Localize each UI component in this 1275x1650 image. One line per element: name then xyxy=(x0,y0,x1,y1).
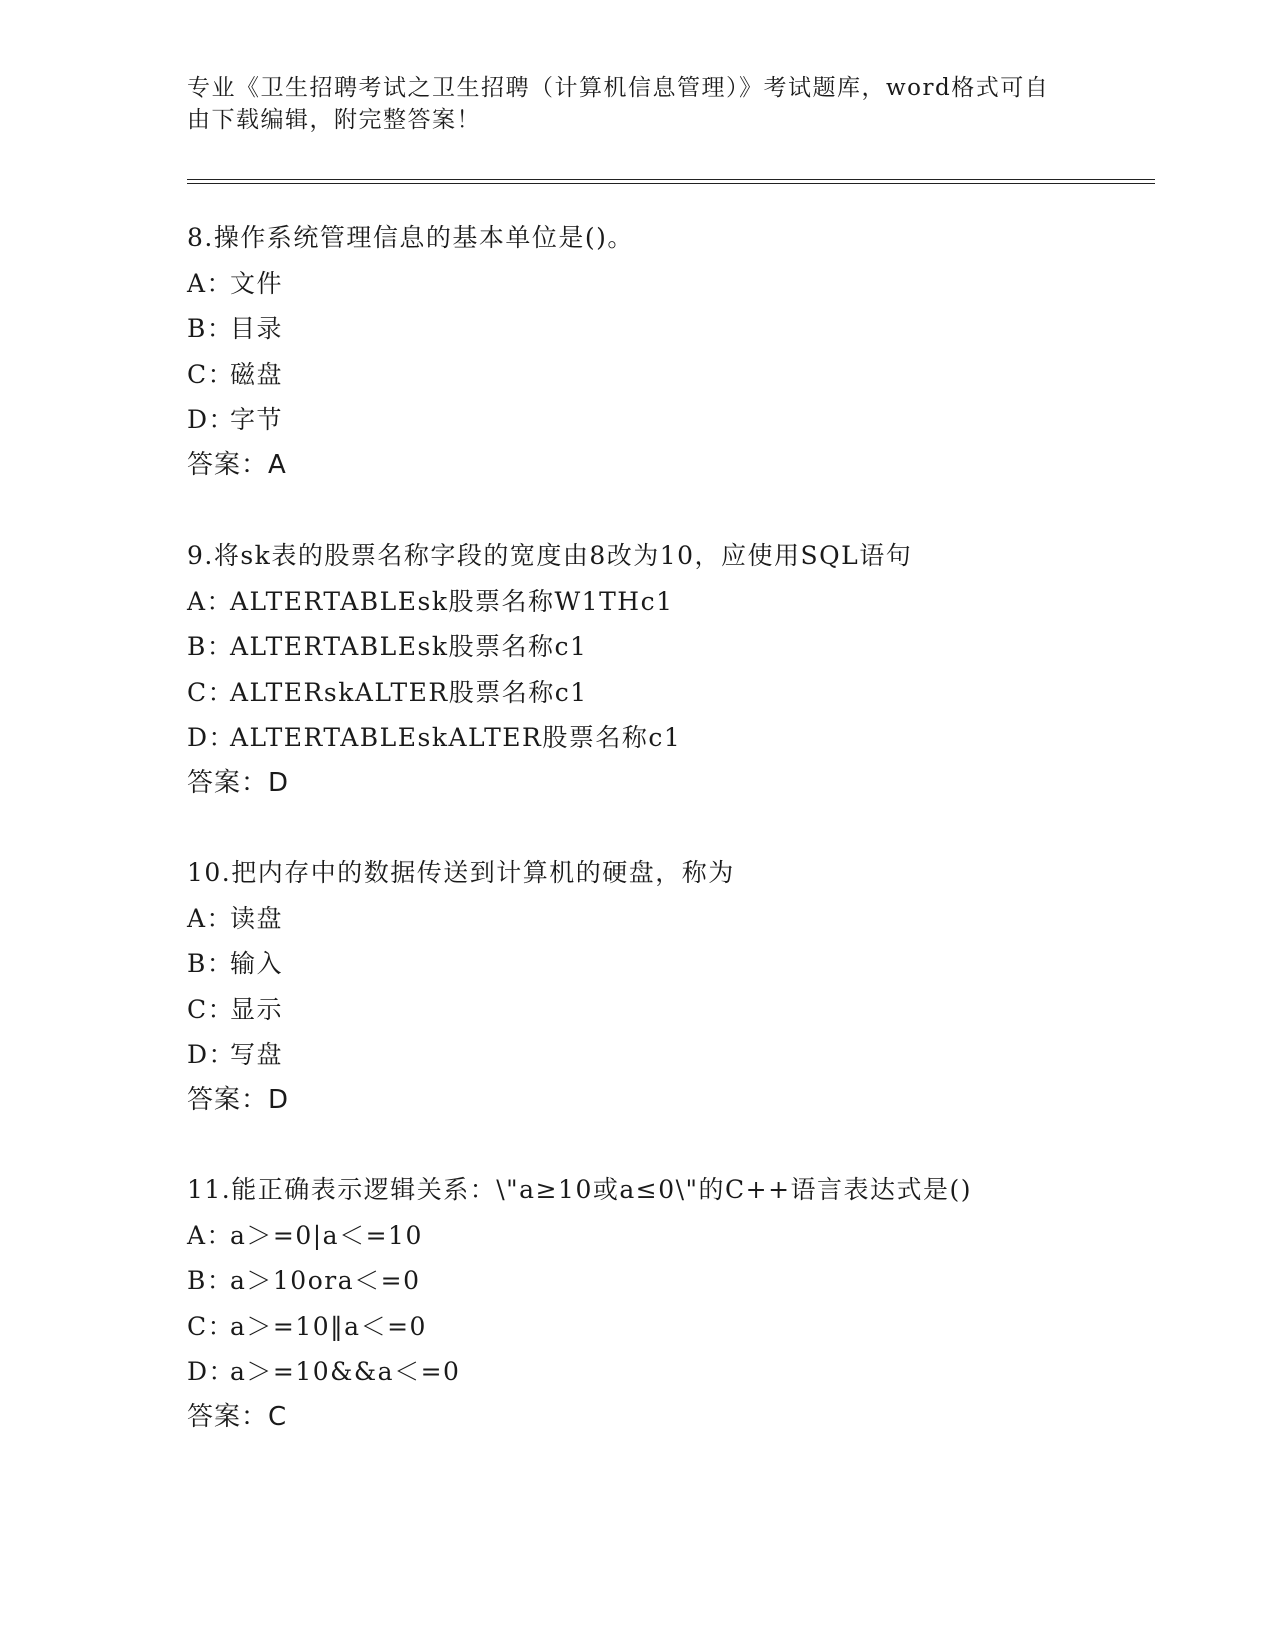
answer: 答案：D xyxy=(187,767,290,798)
option-d xyxy=(187,397,1147,443)
option-text: a＞=0|a＜=10 xyxy=(230,1220,423,1250)
question-11 xyxy=(187,1167,1147,1440)
question-stem: 11.能正确表示逻辑关系：\"a≥10或a≤0\"的C++语言表达式是() xyxy=(187,1175,973,1204)
option-key: A： xyxy=(187,1220,234,1250)
question-10 xyxy=(187,850,1147,1123)
option-text: 目录 xyxy=(230,314,284,343)
option-key: D： xyxy=(187,723,236,752)
option-b xyxy=(187,1258,1147,1304)
option-b xyxy=(187,624,1147,670)
option-text: 显示 xyxy=(230,994,284,1024)
option-key: D： xyxy=(187,405,236,434)
option-c xyxy=(187,1304,1147,1350)
question-stem: 9.将sk表的股票名称字段的宽度由8改为10，应使用SQL语句 xyxy=(187,541,913,570)
option-key: B： xyxy=(187,314,234,343)
option-d xyxy=(187,715,1147,761)
option-key: A： xyxy=(187,268,234,298)
option-c xyxy=(187,352,1147,398)
option-key: B： xyxy=(187,949,234,978)
option-text: a＞10ora＜=0 xyxy=(230,1266,421,1295)
header-line-2: 由下载编辑，附完整答案！ xyxy=(187,107,481,133)
option-key: C： xyxy=(187,359,235,389)
option-key: B： xyxy=(187,632,234,661)
option-text: ALTERskALTER股票名称c1 xyxy=(230,677,588,707)
answer: 答案：A xyxy=(187,449,287,480)
question-9 xyxy=(187,533,1147,806)
option-text: 磁盘 xyxy=(230,359,284,389)
option-key: C： xyxy=(187,1311,235,1341)
answer: 答案：D xyxy=(187,1084,290,1115)
question-8 xyxy=(187,215,1147,488)
option-key: C： xyxy=(187,677,235,707)
option-text: ALTERTABLEsk股票名称c1 xyxy=(230,632,588,661)
option-text: 文件 xyxy=(230,268,284,298)
option-d xyxy=(187,1032,1147,1078)
option-text: a＞=10&&a＜=0 xyxy=(230,1357,461,1386)
option-key: A： xyxy=(187,903,234,933)
header-divider-bottom xyxy=(187,183,1155,184)
option-a xyxy=(187,1213,1147,1259)
option-text: a＞=10‖a＜=0 xyxy=(230,1311,427,1341)
option-text: ALTERTABLEskALTER股票名称c1 xyxy=(230,723,682,752)
option-text: 字节 xyxy=(230,405,284,434)
option-text: 输入 xyxy=(230,949,284,978)
option-key: D： xyxy=(187,1357,236,1386)
option-b xyxy=(187,941,1147,987)
option-c xyxy=(187,987,1147,1033)
option-d xyxy=(187,1349,1147,1395)
question-stem: 10.把内存中的数据传送到计算机的硬盘，称为 xyxy=(187,858,735,887)
option-b xyxy=(187,306,1147,352)
option-a xyxy=(187,896,1147,942)
option-key: B： xyxy=(187,1266,234,1295)
option-a xyxy=(187,579,1147,625)
option-key: D： xyxy=(187,1040,236,1069)
option-key: C： xyxy=(187,994,235,1024)
option-c xyxy=(187,670,1147,716)
option-key: A： xyxy=(187,586,234,616)
question-stem: 8.操作系统管理信息的基本单位是()。 xyxy=(187,223,634,252)
header-divider-top xyxy=(187,179,1155,180)
option-a xyxy=(187,261,1147,307)
document-header xyxy=(187,72,1067,136)
answer: 答案：C xyxy=(187,1401,288,1432)
option-text: 写盘 xyxy=(230,1040,284,1069)
option-text: 读盘 xyxy=(230,903,284,933)
header-line-1: 专业《卫生招聘考试之卫生招聘（计算机信息管理）》考试题库，word格式可自 xyxy=(187,75,1050,101)
option-text: ALTERTABLEsk股票名称W1THc1 xyxy=(230,586,674,616)
